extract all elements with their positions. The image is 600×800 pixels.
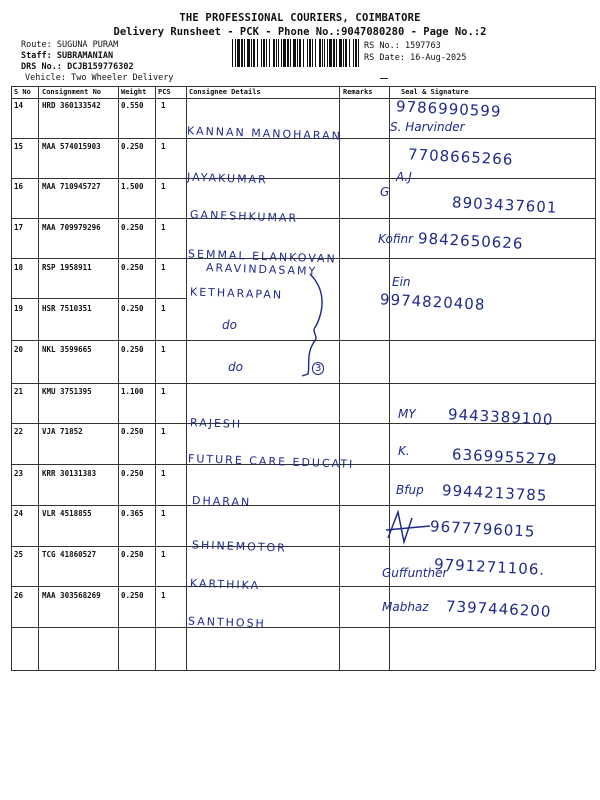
row-consignment-no: TCG 41860527 — [42, 550, 97, 559]
row-phone-handwritten: 9677796015 — [429, 517, 536, 541]
rs-date-value: 16-Aug-2025 — [410, 53, 467, 63]
table-column-line — [339, 86, 340, 670]
table-column-line — [595, 86, 596, 670]
row-sno: 23 — [14, 469, 24, 478]
drs-label: DRS No.: — [21, 62, 62, 72]
col-weight: Weight — [121, 88, 147, 96]
row-sno: 19 — [14, 304, 24, 313]
table-row-line — [11, 546, 595, 547]
barcode — [232, 39, 360, 67]
row-pcs: 1 — [161, 304, 166, 313]
row-consignment-no: KRR 30131383 — [42, 469, 97, 478]
table-row-line — [11, 627, 595, 628]
route-value: SUGUNA PURAM — [56, 40, 119, 50]
page-title: THE PROFESSIONAL COURIERS, COIMBATORE — [179, 12, 421, 24]
row-phone-handwritten: 9786990599 — [395, 97, 502, 121]
rs-date-line — [364, 53, 466, 63]
row-consignment-no: HRD 360133542 — [42, 101, 101, 110]
row-phone-handwritten: 7397446200 — [445, 597, 552, 621]
row-phone-handwritten: 9443389100 — [447, 405, 554, 429]
row-consignment-no: NKL 3599665 — [42, 345, 92, 354]
row-consignment-no: KMU 3751395 — [42, 387, 92, 396]
rs-date-label: RS Date: — [364, 53, 405, 63]
row-sno: 15 — [14, 142, 24, 151]
row-pcs: 1 — [161, 387, 166, 396]
row-phone-handwritten: 8903437601 — [451, 193, 558, 217]
row-pcs: 1 — [161, 223, 166, 232]
row-pcs: 1 — [161, 469, 166, 478]
pen-mark — [380, 78, 388, 79]
runsheet-table — [11, 86, 595, 788]
row-pcs: 1 — [161, 101, 166, 110]
row-weight: 0.250 — [121, 469, 144, 478]
row-consignee-handwritten: KANNAN MANOHARAN — [186, 124, 343, 143]
row-weight: 1.100 — [121, 387, 144, 396]
row-signature-handwritten: Ein — [392, 275, 411, 289]
staff-value: SUBRAMANIAN — [56, 51, 114, 61]
row-consignment-no: HSR 7510351 — [42, 304, 92, 313]
row-sno: 22 — [14, 427, 24, 436]
row-signature-handwritten: S. Harvinder — [390, 120, 465, 134]
row-sno: 21 — [14, 387, 24, 396]
row-weight: 0.250 — [121, 427, 144, 436]
row-signature-handwritten: Mabhaz — [382, 600, 429, 614]
row-pcs: 1 — [161, 142, 166, 151]
rs-no-line — [364, 41, 441, 51]
row-consignment-no: MAA 710945727 — [42, 182, 101, 191]
row-sno: 14 — [14, 101, 24, 110]
table-column-line — [11, 86, 12, 670]
row-consignee-handwritten: JAYAKUMAR — [186, 170, 268, 187]
row-signature-handwritten: A.J — [396, 170, 412, 184]
row-weight: 0.250 — [121, 550, 144, 559]
row-weight: 0.250 — [121, 345, 144, 354]
row-pcs: 1 — [161, 345, 166, 354]
page-subtitle: Delivery Runsheet - PCK - Phone No.:9047080280 - Page No.:2 — [113, 26, 487, 38]
col-consignee: Consignee Details — [189, 88, 261, 96]
row-consignment-no: VLR 4518855 — [42, 509, 92, 518]
row-consignee-handwritten: SANTHOSH — [187, 614, 267, 631]
signature-scribble — [384, 508, 434, 548]
row-signature-handwritten: Kofinr — [378, 232, 414, 246]
row-pcs: 1 — [161, 509, 166, 518]
rs-no-value: 1597763 — [404, 41, 441, 51]
vehicle-label: Vehicle: — [25, 73, 66, 83]
row-consignee-handwritten: SEMMAL ELANKOVAN — [187, 247, 337, 266]
row-phone-handwritten: 9791271106. — [433, 555, 546, 579]
drs-value: DCJB159776302 — [67, 62, 134, 72]
row-consignee-handwritten: KETHARAPAN — [189, 285, 284, 302]
row-phone-handwritten: 9944213785 — [441, 481, 548, 505]
col-seal-signature: Seal & Signature — [401, 88, 469, 96]
row-consignee-handwritten: DHARAN — [191, 493, 252, 510]
row-phone-handwritten: 7708665266 — [407, 145, 514, 169]
row-signature-handwritten: Guffunther — [382, 566, 448, 580]
drs-line — [21, 62, 134, 72]
row-weight: 1.500 — [121, 182, 144, 191]
row-weight: 0.250 — [121, 263, 144, 272]
table-row-line — [11, 670, 595, 671]
row-sno: 18 — [14, 263, 24, 272]
row-signature-handwritten: MY — [398, 407, 416, 421]
row-pcs: 1 — [161, 427, 166, 436]
row-consignee-handwritten: do — [222, 318, 237, 332]
table-row-line — [11, 586, 595, 587]
row-signature-handwritten: G — [380, 185, 390, 199]
row-consignee-handwritten: SHINEMOTOR — [191, 538, 288, 555]
table-column-line — [155, 86, 156, 670]
row-weight: 0.250 — [121, 304, 144, 313]
row-signature-handwritten: K. — [398, 444, 410, 458]
row-consignee-handwritten: ARAVINDASAMY — [205, 261, 318, 278]
staff-label: Staff: — [21, 51, 52, 61]
vehicle-line — [25, 73, 173, 83]
row-pcs: 1 — [161, 591, 166, 600]
row-weight: 0.365 — [121, 509, 144, 518]
row-weight: 0.250 — [121, 142, 144, 151]
table-row-line — [11, 98, 595, 99]
row-phone-handwritten: 6369955279 — [451, 445, 558, 469]
table-row-line — [11, 218, 595, 219]
rs-no-label: RS No.: — [364, 41, 400, 51]
table-row-line — [11, 86, 595, 87]
row-weight: 0.250 — [121, 223, 144, 232]
table-column-line — [389, 86, 390, 670]
row-pcs: 1 — [161, 263, 166, 272]
row-consignment-no: VJA 71852 — [42, 427, 83, 436]
row-sno: 25 — [14, 550, 24, 559]
vehicle-value: Two Wheeler Delivery — [71, 73, 174, 83]
row-pcs: 1 — [161, 550, 166, 559]
col-consignment: Consignment No — [42, 88, 102, 96]
col-sno: S No — [14, 88, 31, 96]
row-sno: 17 — [14, 223, 24, 232]
row-sno: 26 — [14, 591, 24, 600]
table-column-line — [118, 86, 119, 670]
table-row-line — [11, 178, 595, 179]
row-consignee-handwritten: GANESHKUMAR — [189, 208, 299, 225]
group-count-note: 3 — [312, 362, 324, 375]
route-line — [21, 40, 118, 50]
row-signature-handwritten: Bfup — [396, 483, 424, 497]
col-remarks: Remarks — [343, 88, 373, 96]
row-consignee-handwritten: RAJESH — [189, 416, 243, 431]
row-phone-handwritten: 9842650626 — [417, 229, 524, 253]
col-pcs: PCS — [158, 88, 171, 96]
row-consignment-no: MAA 303568269 — [42, 591, 101, 600]
row-consignee-handwritten: KARTHIKA — [189, 576, 261, 593]
table-column-line — [38, 86, 39, 670]
route-label: Route: — [21, 40, 52, 50]
table-row-line — [11, 505, 595, 506]
row-consignment-no: RSP 1958911 — [42, 263, 92, 272]
row-sno: 16 — [14, 182, 24, 191]
row-consignment-no: MAA 574015903 — [42, 142, 101, 151]
row-phone-handwritten: 9974820408 — [379, 290, 486, 314]
table-row-line — [11, 298, 186, 299]
row-consignee-handwritten: FUTURE CARE EDUCATI — [187, 452, 355, 471]
table-row-line — [11, 383, 595, 384]
row-sno: 20 — [14, 345, 24, 354]
row-weight: 0.550 — [121, 101, 144, 110]
row-pcs: 1 — [161, 182, 166, 191]
row-sno: 24 — [14, 509, 24, 518]
row-consignment-no: MAA 709979296 — [42, 223, 101, 232]
row-consignee-handwritten: do — [228, 360, 243, 374]
staff-line — [21, 51, 113, 61]
row-weight: 0.250 — [121, 591, 144, 600]
